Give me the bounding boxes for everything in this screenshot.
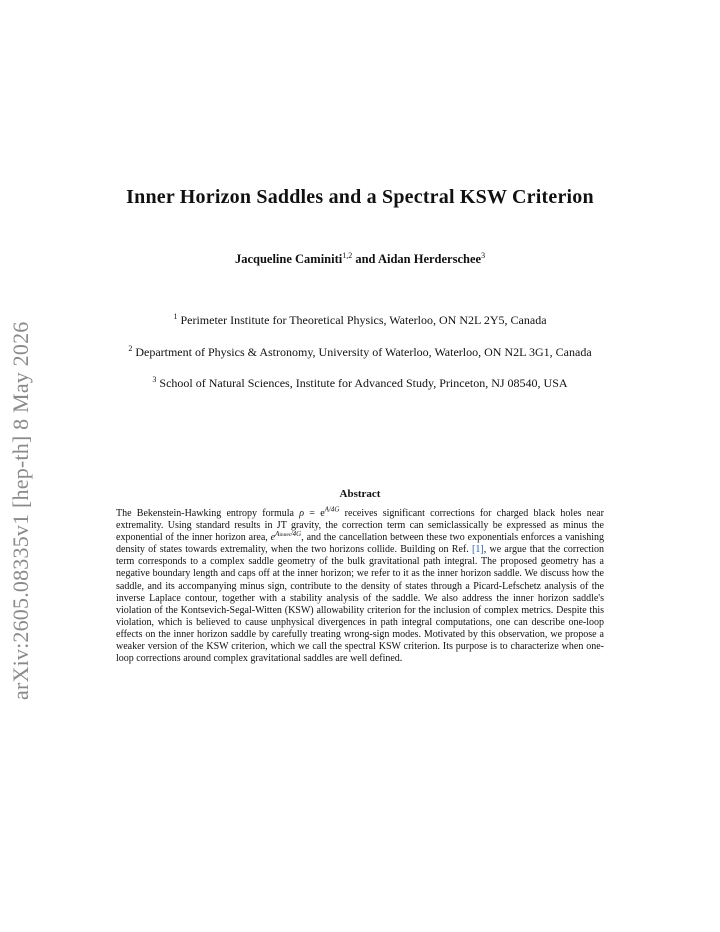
formula-exponent-text: A/4G — [324, 505, 340, 514]
author-affiliation-mark: 1,2 — [342, 251, 353, 260]
abstract-body — [116, 505, 605, 665]
reference-link[interactable]: [1] — [472, 544, 484, 556]
abstract-text: , and the cancellation between these two exponentials enforces a vanishing density of states towards extremality, when the two horizons collide. Building on Ref. — [116, 532, 604, 556]
affiliation-mark: 1 — [173, 312, 178, 321]
affiliation-1 — [0, 312, 720, 328]
formula-exponent-tail: /4G — [290, 529, 302, 538]
affiliation-2 — [0, 344, 720, 360]
formula-exponent-text: A — [275, 529, 280, 538]
affiliation-mark: 3 — [152, 375, 157, 384]
affiliation-text: School of Natural Sciences, Institute for Advanced Study, Princeton, NJ 08540, USA — [156, 376, 568, 390]
author-affiliation-mark: 3 — [481, 251, 486, 260]
paper-title: Inner Horizon Saddles and a Spectral KSW Criterion — [126, 186, 594, 208]
formula-exponent — [325, 506, 340, 514]
affiliation-text: Department of Physics & Astronomy, University of Waterloo, Waterloo, ON N2L 3G1, Canada — [132, 345, 592, 359]
formula-rho: ρ — [299, 508, 305, 519]
formula-e: e — [270, 532, 276, 544]
affiliation-text: Perimeter Institute for Theoretical Physics, Waterloo, ON N2L 2Y5, Canada — [177, 313, 547, 327]
abstract-heading: Abstract — [339, 488, 381, 500]
abstract-text: The Bekenstein-Hawking entropy formula — [116, 508, 300, 519]
abstract-text: , we argue that the correction term corresponds to a complex saddle geometry of the bulk gravitational path integral. The proposed geometry has a negative boundary length and caps off at the inner horizon; we refer to it as the inner horizon saddle. We discuss how the saddle, and its accompanying minus sign, contribute to the density of states through a Picard-Lefschetz analysis of the inverse Laplace contour, together with a stability analysis of the saddle. We also address the inner horizon saddle's violation of the Kontsevich-Segal-Witten (KSW) allowability criterion for the inclusion of complex metrics. Despite this violation, which is believed to cause unphysical divergences in path integral computations, one can describe one-loop effects on the inner horizon saddle by carefully treating wrong-sign modes. Motivated by this observation, we propose a weaker version of the KSW criterion, which we call the spectral KSW criterion. Its purpose is to characterize when one-loop corrections around complex gravitational saddles are well defined. — [116, 544, 605, 665]
author-connector: and — [352, 252, 378, 267]
formula-subscript: inner — [279, 531, 291, 538]
affiliation-mark: 2 — [128, 344, 133, 353]
author-name: Aidan Herderschee — [377, 252, 482, 267]
affiliation-3 — [0, 375, 720, 391]
author-line — [0, 251, 720, 267]
abstract-text: receives significant corrections for charged black holes near extremality. Using standard results in JT gravity, the correction term can semiclassically be expressed as minus the exponential of the inner horizon area, — [116, 508, 604, 544]
arxiv-stamp-text: arXiv:2605.08335v1 [hep-th] 8 May 2026 — [8, 321, 33, 700]
author-name: Jacqueline Caminiti — [234, 252, 343, 267]
formula-exponent — [275, 530, 301, 538]
formula-eq: = e — [304, 508, 325, 519]
